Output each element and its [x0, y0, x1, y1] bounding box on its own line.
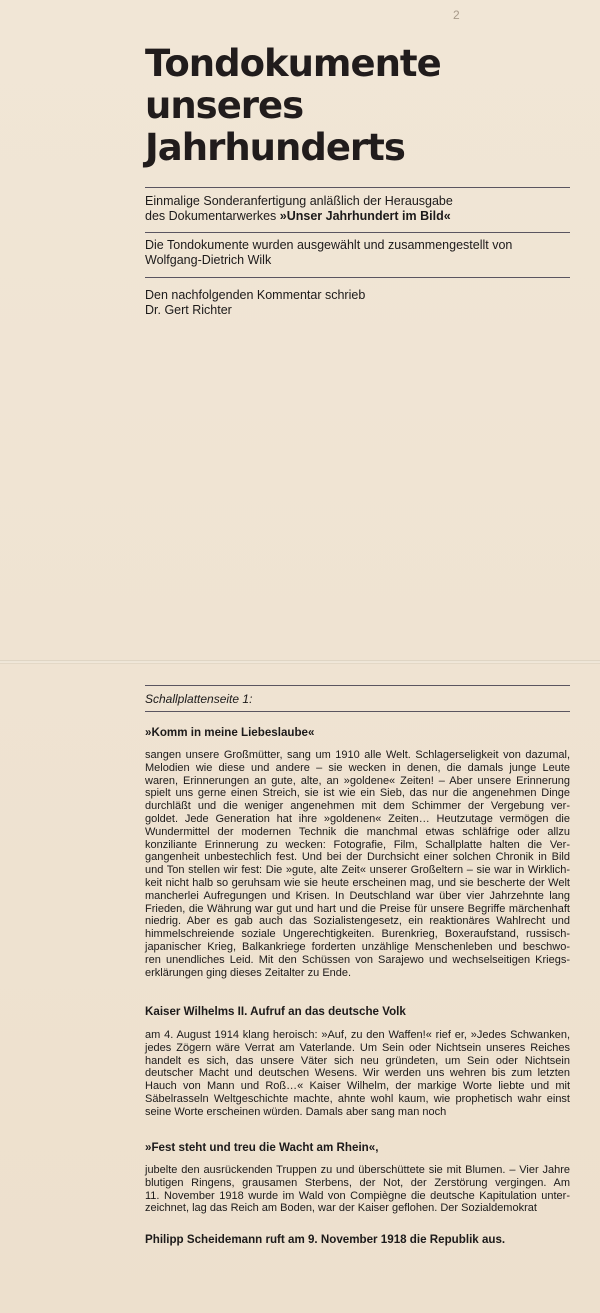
- record-side-label: Schallplattenseite 1:: [145, 692, 253, 706]
- work-title: »Unser Jahrhundert im Bild«: [279, 209, 451, 223]
- text-line: niedrig. Aber es gab auch das Sozialistengesetz, ein reaktionäres Wahlrecht und: [145, 915, 570, 928]
- text-line: Melodien wie diese und andere – sie wecken in denen, die damals junge Leute: [145, 761, 570, 774]
- text-line: himmelschreiende soziale Ungerechtigkeiten. Burenkrieg, Boxeraufstand, russisch-: [145, 928, 570, 941]
- text-line: waren, Erinnerungen an gute, alte, an »goldene« Zeiten! – Aber unsere Erinnerung: [145, 774, 570, 787]
- text-line: blutigen Ringens, grausamen Sterbens, der Not, der Zerstörung vergingen. Am: [145, 1176, 570, 1189]
- title-line: Jahrhunderts: [145, 126, 405, 169]
- section-heading: »Fest steht und treu die Wacht am Rhein«,: [145, 1141, 379, 1154]
- text-line: goldet. Jede Generation hat ihre »goldenen« Zeiten… Heutzutage vermögen die: [145, 812, 570, 825]
- text-line: jubelte den ausrückenden Truppen zu und überschüttete sie mit Blumen. – Vier Jahre: [145, 1164, 570, 1176]
- text-line: 11. November 1918 wurde im Wald von Compiègne die deutsche Kapitulation unter-: [145, 1189, 570, 1202]
- compiler-name: Wolfgang-Dietrich Wilk: [145, 253, 272, 267]
- section-heading: »Komm in meine Liebeslaube«: [145, 726, 315, 739]
- text-line: sangen unsere Großmütter, sang um 1910 alle Welt. Schlagerseligkeit von dazumal,: [145, 749, 570, 761]
- edition-note: [145, 194, 570, 224]
- text-line: keit nicht halb so geruhsam wie sie heute erscheinen mag, und sie bescherte der Welt: [145, 876, 570, 889]
- text-line: Hauch von Mann und Roß…« Kaiser Wilhelm, der markige Worte liebte und mit: [145, 1080, 570, 1093]
- section-heading: Kaiser Wilhelms II. Aufruf an das deutsche Volk: [145, 1005, 406, 1018]
- section-body: [145, 1164, 570, 1215]
- text-line: spielt uns gerne einen Streich, sie ist wie ein Sieb, das nur die angenehmen Dinge: [145, 787, 570, 800]
- selection-line: Die Tondokumente wurden ausgewählt und zusammengestellt von: [145, 238, 513, 252]
- divider: [145, 711, 570, 712]
- edition-line: [145, 209, 570, 224]
- text-line: seine Worte erscheinen würden. Damals aber sang man noch: [145, 1105, 447, 1118]
- title-line: unseres: [145, 84, 304, 127]
- text-line: handelt es sich, das unsere Väter sich neu gründeten, um Sein oder Nichtsein: [145, 1054, 570, 1067]
- divider: [145, 685, 570, 686]
- text-line: Frieden, die Währung war gut und hart und die Preise für unsere Begriffe märchenhaft: [145, 902, 570, 915]
- text-line: durchläßt und die weniger angenehmen mit dem Schimmer der Vergebung ver-: [145, 800, 570, 813]
- text-line: jedes Zögern wäre Verrat am Vaterlande. Um Sein oder Nichtsein unseres Reiches: [145, 1041, 570, 1054]
- text-line: japanischer Krieg, Balkankriege forderten unzählige Menschenleben und beschwo-: [145, 940, 570, 953]
- commentary-line: Den nachfolgenden Kommentar schrieb: [145, 288, 366, 302]
- divider: [145, 277, 570, 278]
- text-line: gangenheit unbestechlich fest. Und bei der Durchsicht einer solchen Chronik in Bild: [145, 851, 570, 864]
- edition-line: Einmalige Sonderanfertigung anläßlich der Herausgabe: [145, 194, 453, 208]
- text-line: zeichnet, lag das Reich am Boden, war der Kaiser geflohen. Der Sozialdemokrat: [145, 1202, 537, 1215]
- page-pencil-mark: 2: [453, 8, 460, 22]
- text-line: konziliante Erinnerung zu wecken: Fotografie, Film, Schallplatte halten die Ver-: [145, 838, 570, 851]
- text-line: Säbelrasseln Weltgeschichte machte, ahnte wohl kaum, wie prophetisch wahr einst: [145, 1092, 570, 1105]
- edition-prefix: des Dokumentarwerkes: [145, 209, 280, 223]
- document-title: [145, 43, 570, 169]
- text-line: mancherlei Aufregungen und Krisen. In Deutschland war über vier Jahrzehnte lang: [145, 889, 570, 902]
- text-line: ren unendliches Leid. Mit den Schüssen von Sarajewo und wechselseitigen Kriegs-: [145, 953, 570, 966]
- text-line: erklärungen ging dieses Zeitalter zu Ende.: [145, 966, 352, 979]
- text-line: am 4. August 1914 klang heroisch: »Auf, zu den Waffen!« rief er, »Jedes Schwanken,: [145, 1029, 570, 1041]
- text-line: deutscher Macht und deutschen Wesens. Wir werden uns wehren bis zum letzten: [145, 1067, 570, 1080]
- divider: [145, 187, 570, 188]
- commentary-credit: [145, 288, 570, 318]
- section-body: [145, 749, 570, 979]
- title-line: Tondokumente: [145, 42, 441, 85]
- section-heading: Philipp Scheidemann ruft am 9. November 1918 die Republik aus.: [145, 1233, 506, 1246]
- text-line: und Ton stellen wir fest: Die »gute, alte Zeit« unserer Großeltern – sie war in Wirklich-: [145, 864, 570, 877]
- text-line: Wundermittel der modernen Technik die manchmal etwas schläfrige oder allzu: [145, 825, 570, 838]
- divider: [145, 232, 570, 233]
- paper-fold: [0, 660, 600, 664]
- section-body: [145, 1029, 570, 1119]
- commentator-name: Dr. Gert Richter: [145, 303, 232, 317]
- selection-credit: [145, 238, 570, 268]
